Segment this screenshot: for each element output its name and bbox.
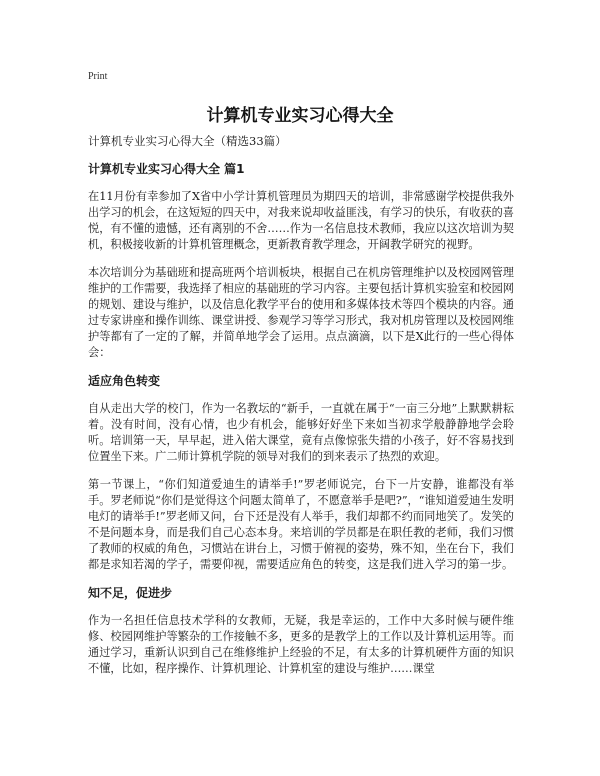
paragraph: 在11月份有幸参加了X省中小学计算机管理员为期四天的培训，非常感谢学校提供我外出学习的机会，在这短短的四天中，对我来说却收益匪浅，有学习的快乐，有收获的喜悦，有不懂的遗憾，还有离别的不舍……作为一名信息技术教师，我应以这次培训为契机，积极接收新的计算机管理概念，更新教育教学理念，开阔教学研究的视野。 bbox=[88, 190, 514, 251]
article-heading: 计算机专业实习心得大全 篇1 bbox=[88, 162, 245, 176]
document-subtitle: 计算机专业实习心得大全（精选33篇） bbox=[88, 134, 287, 148]
print-label: Print bbox=[88, 71, 108, 82]
section-heading: 知不足，促进步 bbox=[88, 586, 173, 600]
paragraph: 作为一名担任信息技术学科的女教师，无疑，我是幸运的，工作中大多时候与硬件维修、校园网维护等繁杂的工作接触不多，更多的是教学上的工作以及计算机运用等。而通过学习，重新认识到自己在维修维护上经验的不足，有太多的计算机硬件方面的知识不懂，比如，程序操作、计算机理论、计算机室的建设与维护……课堂 bbox=[88, 614, 514, 675]
paragraph: 自从走出大学的校门，作为一名教坛的“新手，一直就在属于“一亩三分地”上默默耕耘着。没有时间，没有心情，也少有机会，能够好好坐下来如当初求学般静静地学会聆听。培训第一天，早早起，进入偌大课堂，竟有点像惊张失措的小孩子，好不容易找到位置坐下来。广二师计算机学院的领导对我们的到来表示了热烈的欢迎。 bbox=[88, 402, 514, 463]
paragraph: 第一节课上，“你们知道爱迪生的请举手!”罗老师说完，台下一片安静，谁都没有举手。罗老师说“你们是觉得这个问题太简单了，不愿意举手是吧?”，“谁知道爱迪生发明电灯的请举手!”罗老师又问，台下还是没有人举手，我们却都不约而同地笑了。发笑的不是问题本身，而是我们自己心态本身。来培训的学员都是在职任教的老师，我们习惯了教师的权威的角色，习惯站在讲台上，习惯于俯视的姿势，殊不知，坐在台下，我们都是求知若渴的学子，需要仰视，需要适应角色的转变，这是我们进入学习的第一步。 bbox=[88, 478, 514, 571]
document-title: 计算机专业实习心得大全 bbox=[206, 106, 394, 126]
paragraph: 本次培训分为基础班和提高班两个培训板块，根据自己在机房管理维护以及校园网管理维护的工作需要，我选择了相应的基础班的学习内容。主要包括计算机实验室和校园网的规划、建设与维护，以及信息化教学平台的使用和多媒体技术等四个模块的内容。通过专家讲座和操作训练、课堂讲授、参观学习等学习形式，我对机房管理以及校园网维护等都有了一定的了解，并简单地学会了运用。点点滴滴，以下是X此行的一些心得体会： bbox=[88, 266, 514, 359]
document-body bbox=[88, 133, 514, 689]
section-heading: 适应角色转变 bbox=[88, 374, 161, 388]
